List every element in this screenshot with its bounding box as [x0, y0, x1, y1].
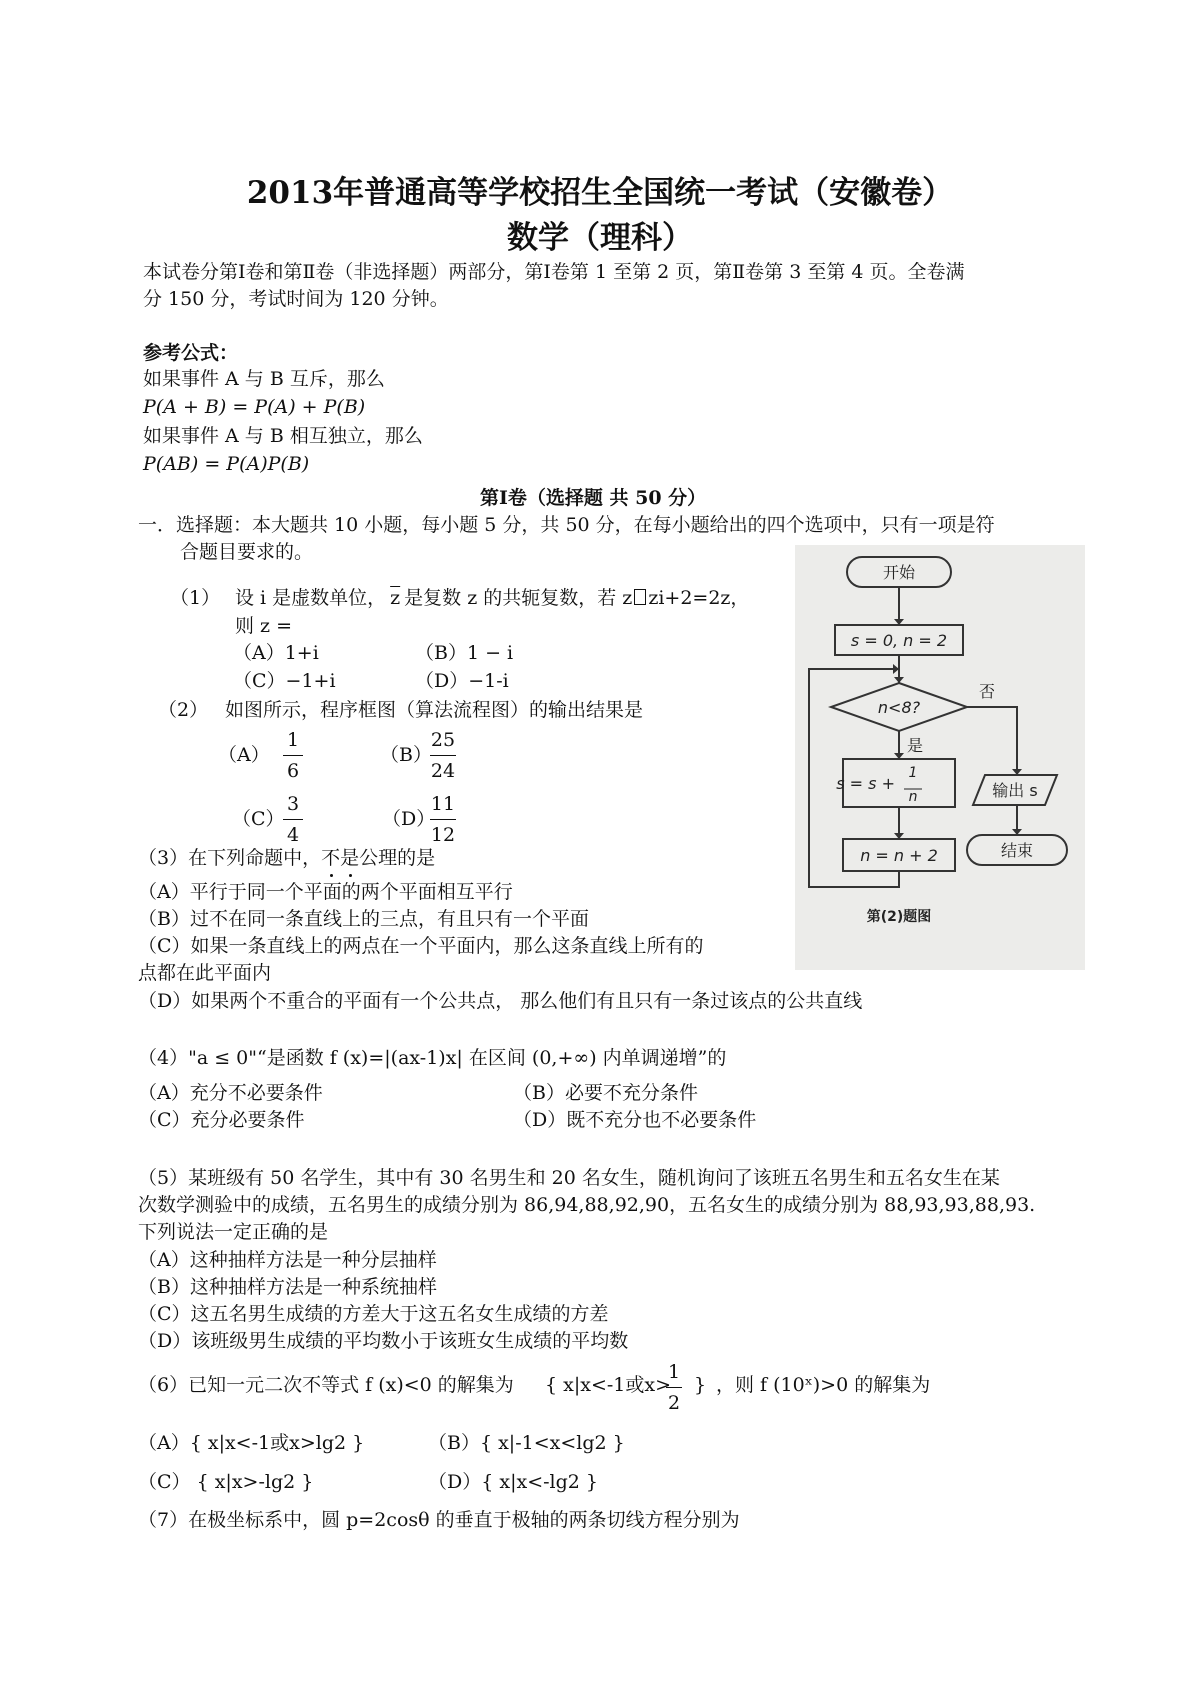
section-1-heading: 第Ⅰ卷（选择题 共 50 分）: [480, 487, 707, 509]
flowchart-update-n-label: n = n + 2: [860, 846, 938, 865]
flowchart-init-label: s = 0, n = 2: [850, 631, 948, 650]
q3-option-b: （B）过不在同一条直线上的三点，有且只有一个平面: [138, 908, 589, 930]
q4-option-d: （D）既不充分也不必要条件: [513, 1109, 757, 1131]
q5-option-b: （B）这种抽样方法是一种系统抽样: [138, 1276, 437, 1298]
q5-option-d: （D）该班级男生成绩的平均数小于该班女生成绩的平均数: [138, 1330, 629, 1352]
formula-1: P(A + B) = P(A) + P(B): [143, 396, 366, 418]
intro-line-1: 本试卷分第Ⅰ卷和第Ⅱ卷（非选择题）两部分，第Ⅰ卷第 1 至第 2 页，第Ⅱ卷第 3 至第 4 页。全卷满: [143, 261, 965, 283]
q2-option-d-label: （D）: [382, 808, 436, 830]
q3-option-c-line2: 点都在此平面内: [138, 962, 272, 984]
formula-2-text: 如果事件 A 与 B 相互独立，那么: [143, 425, 423, 447]
flowchart-condition-label: n<8?: [877, 698, 921, 717]
section-1-instruction-2: 合题目要求的。: [180, 541, 314, 563]
q2-number: （2）: [158, 699, 209, 721]
q4-option-b: （B）必要不充分条件: [513, 1082, 698, 1104]
q3-option-d: （D）如果两个不重合的平面有一个公共点， 那么他们有且只有一条过该点的公共直线: [138, 990, 863, 1012]
q2-option-a-label: （A）: [218, 744, 270, 766]
q2-stem: 如图所示，程序框图（算法流程图）的输出结果是: [225, 699, 644, 721]
q5-line-2: 次数学测验中的成绩，五名男生的成绩分别为 86,94,88,92,90，五名女生的成绩分别为 88,93,93,88,93.: [138, 1194, 1036, 1216]
q6-option-a: （A）{ x|x<-1或x>lg2 }: [138, 1432, 365, 1454]
q6-option-d: （D）{ x|x<-lg2 }: [428, 1471, 598, 1493]
formula-1-text: 如果事件 A 与 B 互斥，那么: [143, 368, 385, 390]
q3-option-c-line1: （C）如果一条直线上的两点在一个平面内，那么这条直线上所有的: [138, 935, 704, 957]
flowchart-update-s-label: s = s +: [836, 774, 895, 793]
q5-option-a: （A）这种抽样方法是一种分层抽样: [138, 1249, 437, 1271]
q7-stem: （7）在极坐标系中，圆 p=2cosθ 的垂直于极轴的两条切线方程分别为: [138, 1509, 740, 1531]
flowchart-no-label: 否: [979, 682, 996, 701]
flowchart-figure: [795, 545, 1085, 970]
q1-option-c: （C）−1+i: [233, 670, 336, 692]
q1-stem: 设 i 是虚数单位， $\overline{z}$ 是复数 z 的共轭复数，若 z zi+2=2z，: [235, 587, 750, 609]
flowchart-end-label: 结束: [1000, 841, 1034, 860]
q2-option-c-label: （C）: [232, 808, 285, 830]
flowchart-yes-label: 是: [907, 736, 924, 755]
q1-number: （1）: [170, 587, 221, 609]
q6-stem-close: }: [694, 1374, 707, 1396]
flowchart-output-label: 输出 s: [992, 781, 1038, 800]
q4-option-a: （A）充分不必要条件: [138, 1082, 323, 1104]
q1-option-d: （D）−1-i: [415, 670, 509, 692]
exam-title: 2013年普通高等学校招生全国统一考试（安徽卷）: [246, 175, 954, 211]
q2-option-c-fraction: 3 4: [283, 792, 303, 847]
q5-line-1: （5）某班级有 50 名学生，其中有 30 名男生和 20 名女生，随机询问了该班五名男生和五名女生在某: [138, 1167, 1000, 1189]
q6-stem-set: { x|x<-1或x>: [545, 1374, 672, 1396]
q5-option-c: （C）这五名男生成绩的方差大于这五名女生成绩的方差: [138, 1303, 609, 1325]
q2-option-b-fraction: 25 24: [430, 729, 456, 782]
q6-stem-b: ，则 f (10ˣ)>0 的解集为: [716, 1374, 931, 1396]
flowchart-start-label: 开始: [882, 563, 916, 582]
formula-2: P(AB) = P(A)P(B): [143, 453, 310, 475]
q1-option-b: （B）1 − i: [415, 642, 514, 664]
flowchart-update-s-denominator: n: [908, 789, 918, 805]
q3-stem: （3）在下列命题中，不是公理的是: [138, 847, 436, 869]
flowchart-caption: 第(2)题图: [866, 909, 932, 925]
q6-stem-fraction: 1 2: [667, 1361, 681, 1414]
exam-subtitle: 数学（理科）: [507, 220, 693, 256]
q4-option-c: （C）充分必要条件: [138, 1109, 305, 1131]
q1-option-a: （A）1+i: [233, 642, 319, 664]
q4-stem: （4）"a ≤ 0"“是函数 f (x)=|(ax-1)x| 在区间 (0,+∞) 内单调递增”的: [138, 1047, 727, 1069]
q6-option-c: （C） { x|x>-lg2 }: [138, 1471, 314, 1493]
formulas-heading: 参考公式：: [143, 342, 239, 364]
q1-stem-line2: 则 z =: [235, 615, 293, 637]
q6-stem-a: （6）已知一元二次不等式 f (x)<0 的解集为: [138, 1374, 514, 1396]
q6-option-b: （B）{ x|-1<x<lg2 }: [428, 1432, 625, 1454]
q2-option-a-fraction: 1 6: [283, 728, 303, 783]
q2-option-b-label: （B）: [380, 744, 432, 766]
q2-option-d-fraction: 11 12: [430, 793, 456, 846]
flowchart-update-s-numerator: 1: [908, 765, 918, 781]
intro-line-2: 分 150 分，考试时间为 120 分钟。: [143, 288, 449, 310]
q3-option-a: （A）平行于同一个平面的两个平面相互平行: [138, 881, 513, 903]
q5-line-3: 下列说法一定正确的是: [138, 1221, 329, 1243]
section-1-instruction-1: 一．选择题：本大题共 10 小题，每小题 5 分，共 50 分，在每小题给出的四个选项中，只有一项是符: [138, 514, 995, 536]
